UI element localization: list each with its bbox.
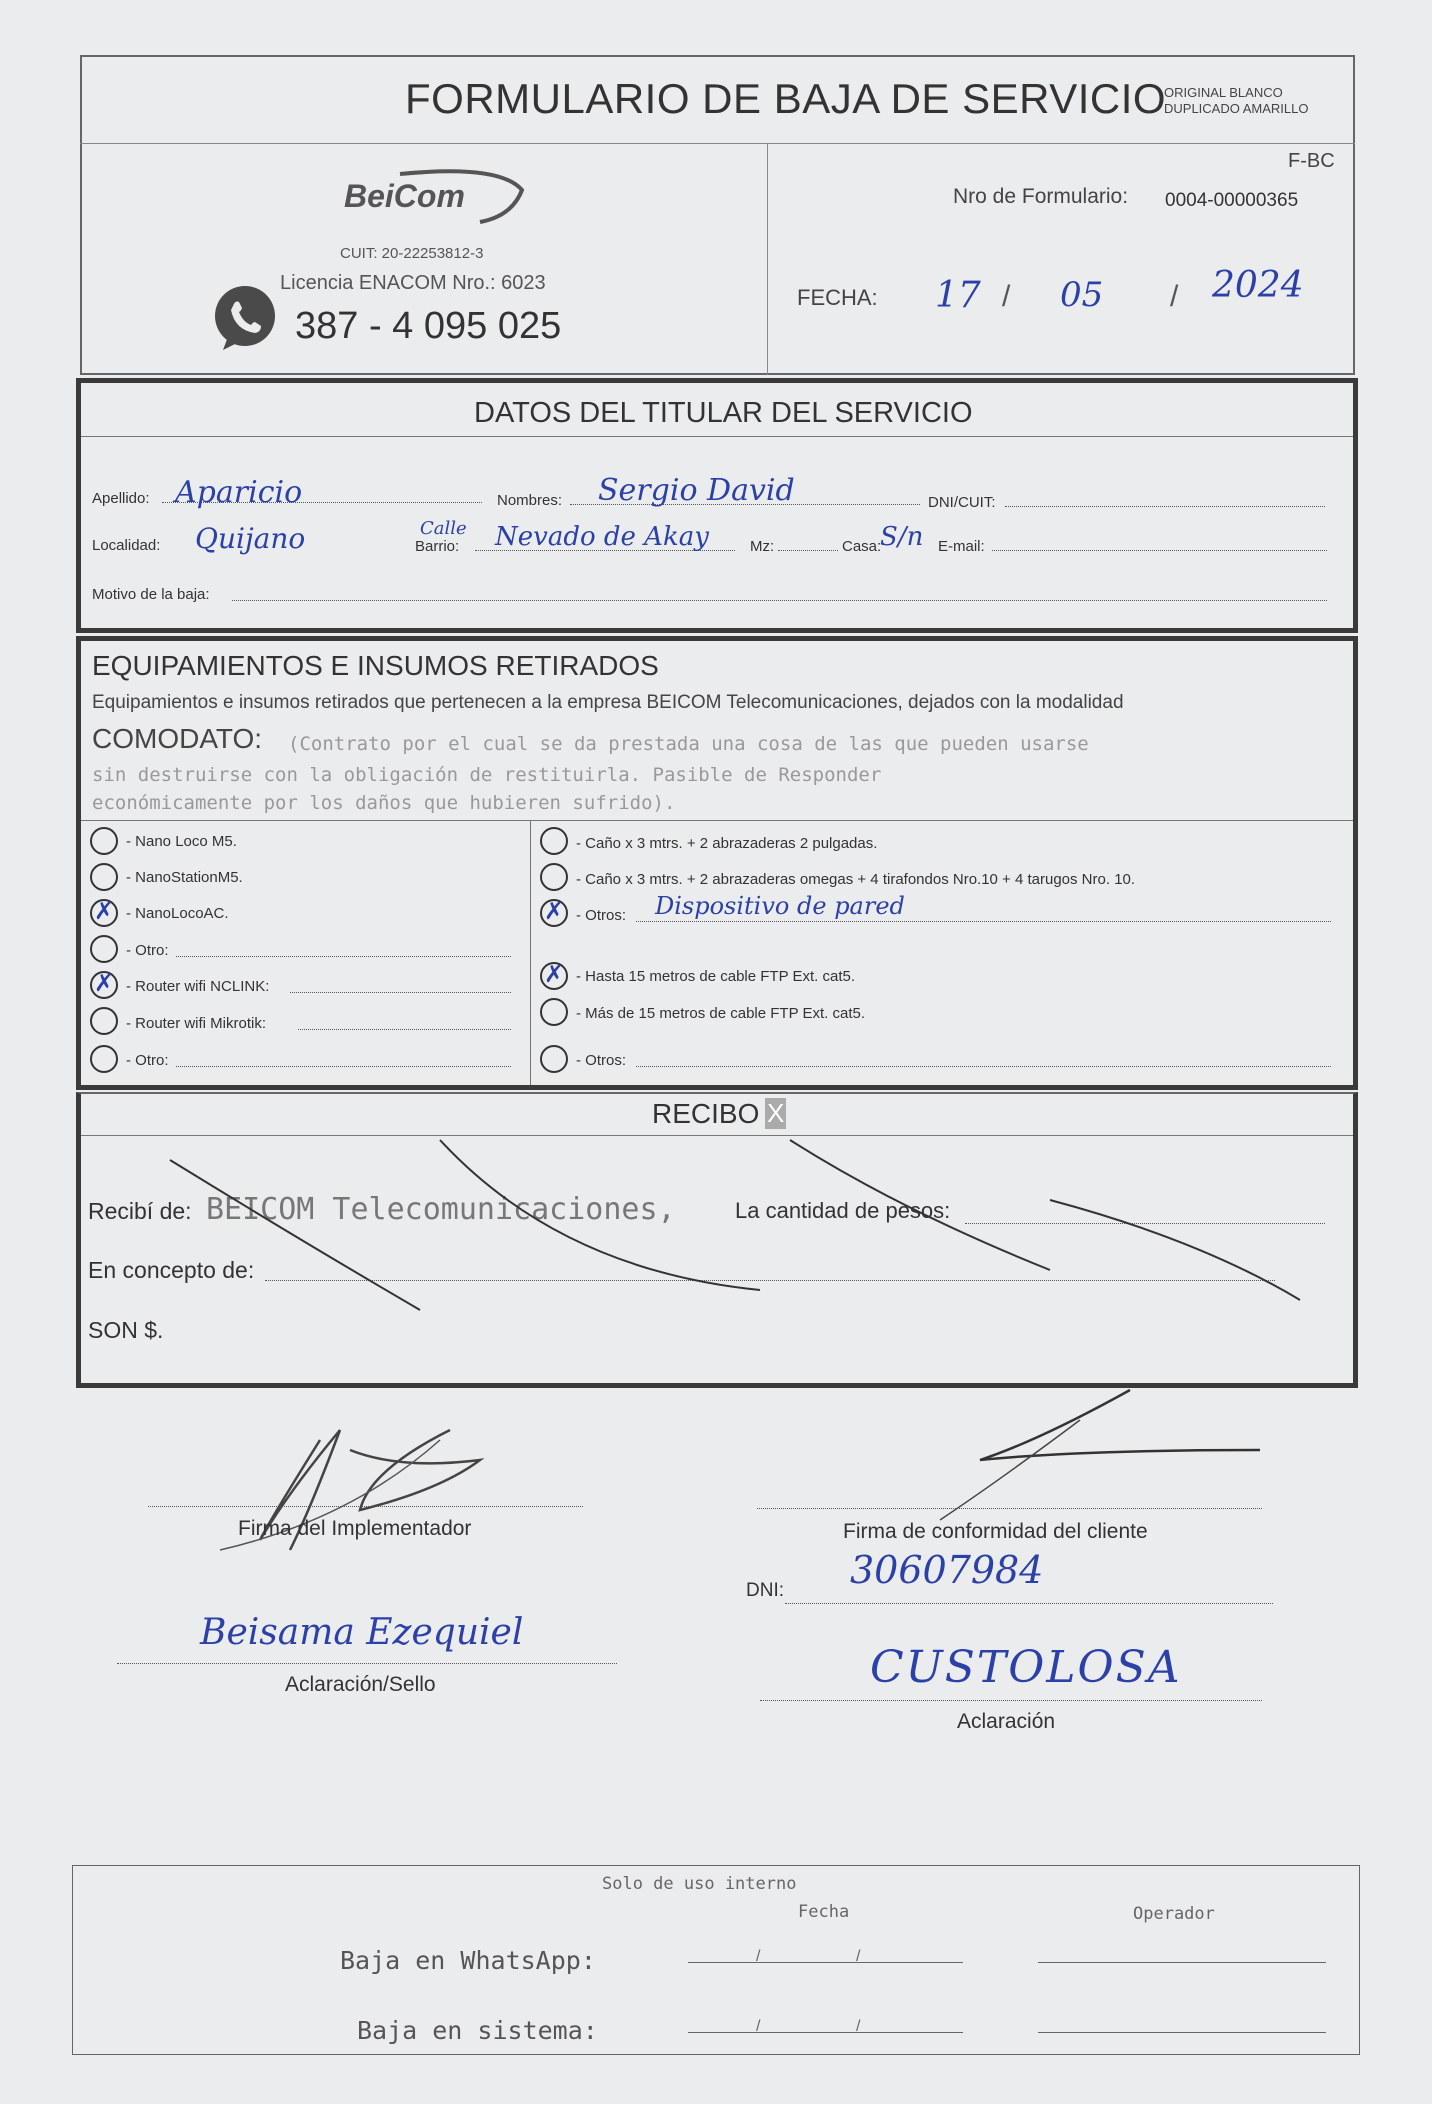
company-logo bbox=[340, 168, 530, 228]
comodato-text-3: económicamente por los daños que hubieren sufrido). bbox=[92, 792, 676, 814]
whatsapp-icon bbox=[205, 278, 285, 358]
option-checkbox[interactable] bbox=[90, 827, 118, 855]
company-license: Licencia ENACOM Nro.: 6023 bbox=[280, 272, 546, 294]
option-checkbox[interactable] bbox=[540, 998, 568, 1026]
whatsapp-operador-field[interactable] bbox=[1038, 1962, 1326, 1963]
date-line bbox=[688, 1962, 963, 1963]
aclaracion-line[interactable] bbox=[760, 1682, 1262, 1701]
check-mark-icon: ✗ bbox=[544, 897, 565, 925]
option-label: - Otro: bbox=[126, 942, 169, 959]
sistema-date-field[interactable] bbox=[688, 2020, 963, 2034]
implementador-signature-line[interactable] bbox=[148, 1488, 583, 1507]
barrio-value: Nevado de Akay bbox=[495, 522, 709, 552]
localidad-label: Localidad: bbox=[92, 537, 161, 554]
option-checkbox[interactable] bbox=[90, 899, 118, 927]
header-divider bbox=[80, 143, 1355, 144]
date-year: 2024 bbox=[1212, 265, 1304, 306]
sistema-operador-field[interactable] bbox=[1038, 2032, 1326, 2033]
date-slash-1: / bbox=[756, 1948, 761, 1965]
aclaracion-sello-line[interactable] bbox=[117, 1645, 617, 1664]
check-mark-icon: ✗ bbox=[94, 897, 115, 925]
form-number-label: Nro de Formulario: bbox=[953, 185, 1129, 208]
option-value: Dispositivo de pared bbox=[655, 892, 905, 920]
titular-section-title: DATOS DEL TITULAR DEL SERVICIO bbox=[474, 397, 973, 429]
recibo-marker: X bbox=[767, 1098, 785, 1128]
cliente-signature-line[interactable] bbox=[757, 1490, 1262, 1509]
option-checkbox[interactable] bbox=[90, 863, 118, 891]
casa-value: S/n bbox=[880, 522, 924, 552]
copy-original-note: ORIGINAL BLANCO bbox=[1164, 85, 1283, 100]
date-slash-2: / bbox=[856, 1948, 861, 1965]
option-checkbox[interactable] bbox=[540, 863, 568, 891]
date-day: 17 bbox=[935, 275, 981, 316]
equipment-section-title: EQUIPAMIENTOS E INSUMOS RETIRADOS bbox=[92, 650, 659, 681]
internal-title: Solo de uso interno bbox=[602, 1874, 797, 1894]
localidad-value: Quijano bbox=[195, 522, 306, 555]
apellido-value: Aparicio bbox=[175, 475, 303, 510]
internal-whatsapp-label: Baja en WhatsApp: bbox=[340, 1946, 596, 1975]
aclaracion-sello-value: Beisama Ezequiel bbox=[200, 1612, 524, 1653]
motivo-field[interactable] bbox=[232, 578, 1327, 601]
option-label: - Hasta 15 metros de cable FTP Ext. cat5. bbox=[576, 968, 856, 985]
header-vdivider bbox=[767, 143, 768, 375]
option-checkbox[interactable] bbox=[90, 971, 118, 999]
option-checkbox[interactable] bbox=[90, 935, 118, 963]
option-label: - Otro: bbox=[126, 1052, 169, 1069]
date-label: FECHA: bbox=[797, 285, 878, 310]
comodato-text-2: sin destruirse con la obligación de restituirla. Pasible de Responder bbox=[92, 764, 882, 786]
dni-value: 30607984 bbox=[850, 1548, 1044, 1592]
equipment-options-divider bbox=[81, 820, 1353, 821]
form-number: 0004-00000365 bbox=[1165, 190, 1299, 211]
comodato-text-1: (Contrato por el cual se da prestada una cosa de las que pueden usarse bbox=[288, 733, 1089, 755]
cantidad-label: La cantidad de pesos: bbox=[735, 1198, 951, 1223]
aclaracion-label: Aclaración bbox=[957, 1710, 1056, 1733]
implementador-label: Firma del Implementador bbox=[238, 1517, 472, 1540]
option-checkbox[interactable] bbox=[540, 962, 568, 990]
date-slash-1: / bbox=[756, 2018, 761, 2035]
son-label: SON $. bbox=[88, 1317, 164, 1343]
equipment-options-vdivider bbox=[530, 820, 531, 1085]
option-label: - Nano Loco M5. bbox=[126, 833, 237, 850]
concepto-label: En concepto de: bbox=[88, 1257, 255, 1283]
option-checkbox[interactable] bbox=[540, 827, 568, 855]
nombres-value: Sergio David bbox=[598, 473, 795, 508]
date-month: 05 bbox=[1060, 275, 1104, 315]
equipment-intro: Equipamientos e insumos retirados que pertenecen a la empresa BEICOM Telecomunicaciones, dejados con la modalidad bbox=[92, 692, 1124, 713]
option-label: - Router wifi NCLINK: bbox=[126, 978, 270, 995]
form-code: F-BC bbox=[1288, 150, 1335, 172]
titular-title-divider bbox=[81, 436, 1353, 437]
logo-arc-icon bbox=[340, 168, 530, 228]
date-sep-2: / bbox=[1170, 280, 1179, 313]
company-phone: 387 - 4 095 025 bbox=[295, 305, 562, 347]
dni-label: DNI: bbox=[746, 1580, 784, 1601]
comodato-label: COMODATO: bbox=[92, 723, 263, 754]
apellido-label: Apellido: bbox=[92, 490, 150, 507]
check-mark-icon: ✗ bbox=[94, 969, 115, 997]
date-slash-2: / bbox=[856, 2018, 861, 2035]
barrio-note: Calle bbox=[420, 518, 467, 539]
internal-operador-label: Operador bbox=[1133, 1904, 1215, 1924]
option-field[interactable] bbox=[636, 1048, 1331, 1067]
dni-cuit-label: DNI/CUIT: bbox=[928, 494, 996, 511]
option-field[interactable] bbox=[290, 974, 511, 993]
check-mark-icon: ✗ bbox=[544, 960, 565, 988]
option-checkbox[interactable] bbox=[90, 1045, 118, 1073]
option-field[interactable] bbox=[176, 1048, 511, 1067]
barrio-label: Barrio: bbox=[415, 538, 460, 555]
option-checkbox[interactable] bbox=[540, 1045, 568, 1073]
internal-fecha-label: Fecha bbox=[798, 1902, 850, 1922]
nombres-label: Nombres: bbox=[497, 492, 563, 509]
option-label: - Caño x 3 mtrs. + 2 abrazaderas 2 pulgadas. bbox=[576, 835, 878, 852]
option-label: - Caño x 3 mtrs. + 2 abrazaderas omegas + 4 tirafondos Nro.10 + 4 tarugos Nro. 10. bbox=[576, 871, 1136, 888]
email-field[interactable] bbox=[992, 528, 1327, 551]
mz-label: Mz: bbox=[750, 538, 775, 555]
option-label: - Más de 15 metros de cable FTP Ext. cat5. bbox=[576, 1005, 866, 1022]
logo-text: BeiCom bbox=[344, 178, 465, 214]
option-label: - Router wifi Mikrotik: bbox=[126, 1015, 267, 1032]
option-label: - Otros: bbox=[576, 907, 627, 924]
internal-sistema-label: Baja en sistema: bbox=[357, 2016, 598, 2045]
recibi-label: Recibí de: bbox=[88, 1198, 192, 1224]
option-label: - NanoStationM5. bbox=[126, 869, 243, 886]
recibo-section-title: RECIBO bbox=[652, 1098, 760, 1129]
copy-duplicate-note: DUPLICADO AMARILLO bbox=[1164, 101, 1309, 116]
dni-cuit-field[interactable] bbox=[1005, 484, 1325, 507]
mz-field[interactable] bbox=[778, 528, 838, 551]
option-label: - Otros: bbox=[576, 1052, 627, 1069]
date-line bbox=[688, 2032, 963, 2033]
aclaracion-sello-label: Aclaración/Sello bbox=[285, 1673, 436, 1696]
date-sep-1: / bbox=[1002, 280, 1011, 313]
cliente-label: Firma de conformidad del cliente bbox=[843, 1520, 1148, 1543]
option-checkbox[interactable] bbox=[90, 1007, 118, 1035]
casa-label: Casa: bbox=[842, 538, 882, 555]
company-cuit: CUIT: 20-22253812-3 bbox=[340, 245, 484, 262]
option-field[interactable] bbox=[176, 938, 511, 957]
option-checkbox[interactable] bbox=[540, 899, 568, 927]
motivo-label: Motivo de la baja: bbox=[92, 586, 210, 603]
form-title: FORMULARIO DE BAJA DE SERVICIO bbox=[405, 75, 1167, 122]
email-label: E-mail: bbox=[938, 538, 985, 555]
option-label: - NanoLocoAC. bbox=[126, 905, 229, 922]
whatsapp-date-field[interactable] bbox=[688, 1950, 963, 1964]
option-field[interactable] bbox=[298, 1011, 511, 1030]
aclaracion-value: CUSTOLOSA bbox=[870, 1642, 1182, 1693]
recibi-value: BEICOM Telecomunicaciones, bbox=[206, 1192, 676, 1227]
